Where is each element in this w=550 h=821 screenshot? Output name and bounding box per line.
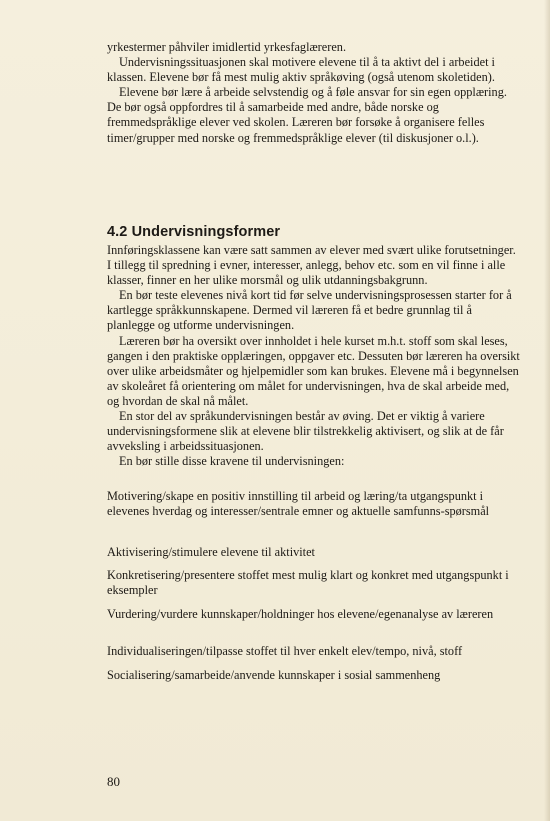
paragraph-requirements-intro: En bør stille disse kravene til undervisningen:: [119, 454, 345, 469]
requirement-socialization: Socialisering/samarbeide/anvende kunnskaper i sosial sammenheng: [107, 668, 441, 682]
page-edge-shadow: [544, 0, 550, 821]
requirement-activation: Aktivisering/stimulere elevene til aktivitet: [107, 545, 315, 559]
section-heading: 4.2 Undervisningsformer: [107, 224, 281, 240]
page-number: 80: [107, 774, 120, 789]
paragraph-continuation: yrkestermer påhviler imidlertid yrkesfaglæreren.: [107, 40, 347, 54]
requirement-concretization: Konkretisering/presentere stoffet mest mulig klart og konkret med utgangspunkt i eksempler: [107, 568, 509, 598]
paragraph-class-composition: Innføringsklassene kan være satt sammen av elever med svært ulike forutsetninger. I tillegg til spredning i evner, interesser, anlegg, behov etc. som en vil finne i alle klasser, finner en her ulike morsmål og ulik utdanningsbakgrunn.: [107, 243, 516, 288]
top-text-block: [107, 40, 522, 146]
paragraph-testing: En bør teste elevenes nivå kort tid før selve undervisningsprosessen starter for å kartlegge språkkunnskapene. Dermed vil læreren få et bedre grunnlag til å planlegge og utforme undervisningen.: [107, 288, 512, 333]
requirement-individualization: Individualiseringen/tilpasse stoffet til hver enkelt elev/tempo, nivå, stoff: [107, 644, 463, 658]
paragraph-motivation: Undervisningssituasjonen skal motivere elevene til å ta aktivt del i arbeidet i klassen. Elevene bør få mest mulig aktiv språkøving (også utenom skoletiden).: [107, 55, 495, 85]
paragraph-independence: Elevene bør lære å arbeide selvstendig og å føle ansvar for sin egen opplæring. De bør også oppfordres til å samarbeide med andre, både norske og fremmedspråklige elever ved skolen. Læreren bør forsøke å organisere felles timer/grupper med norske og fremmedspråklige elever (til diskusjoner o.l.).: [107, 85, 507, 145]
paragraph-practice: En stor del av språkundervisningen består av øving. Det er viktig å variere undervisningsformene slik at elevene blir tilstrekkelig aktivisert, og slik at de får avveksling i arbeidssituasjonen.: [107, 409, 504, 454]
requirement-motivation: Motivering/skape en positiv innstilling til arbeid og læring/ta utgangspunkt i elevenes hverdag og interesser/sentrale emner og aktuelle samfunns-spørsmål: [107, 489, 490, 519]
requirement-evaluation: Vurdering/vurdere kunnskaper/holdninger hos elevene/egenanalyse av læreren: [107, 607, 494, 621]
paragraph-overview: Læreren bør ha oversikt over innholdet i hele kurset m.h.t. stoff som skal leses, gangen i den praktiske opplæringen, oppgaver etc. Dessuten bør læreren ha oversikt over ulike arbeidsmåter og hjelpemidler som kan brukes. Elevene må i begynnelsen av skoleåret få orientering om målet for undervisningen, hva de skal arbeide med, og hvordan de skal nå målet.: [107, 333, 520, 408]
section-body: [107, 243, 522, 469]
